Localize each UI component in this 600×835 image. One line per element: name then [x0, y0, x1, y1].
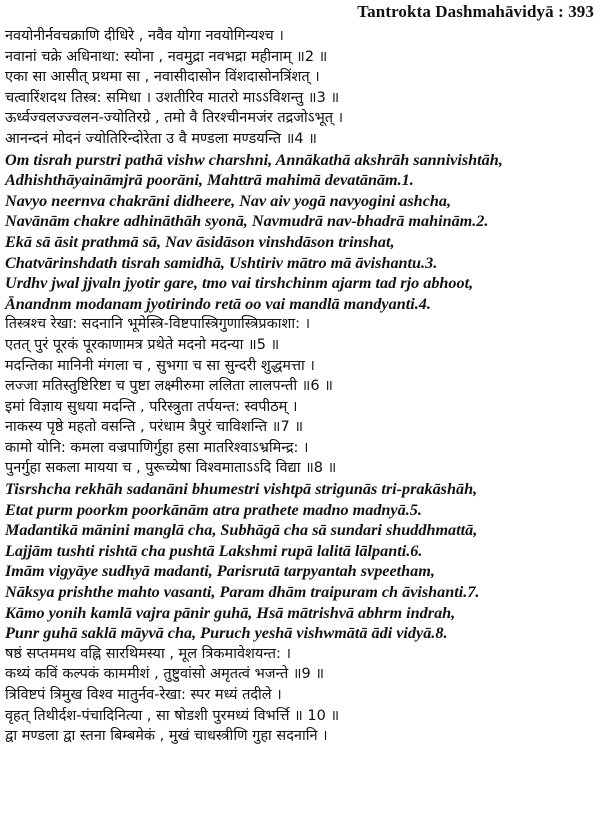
verse-line-transliteration: Punr guhā saklā māyvā cha, Puruch yeshā vishwmātā ādi vidyā.8. — [5, 624, 448, 643]
verse-line-transliteration: Adhishthāyaināmjrā poorāni, Mahttrā mahimā devatānām.1. — [5, 171, 414, 190]
running-head-title: Tantrokta Dashmahāvidyā : 393 — [357, 2, 594, 21]
verse-line-sanskrit: लज्जा मतिस्तुष्टिरिष्टा च पुष्टा लक्ष्मीरुमा ललिता लालपन्ती ॥6 ॥ — [5, 378, 333, 395]
verse-line-sanskrit: एतत् पुरं पूरकं पूरकाणामत्र प्रथेते मदनो मदन्या ॥5 ॥ — [5, 336, 280, 353]
verse-line-sanskrit: पुनर्गुहा सकला मायया च , पुरूच्येषा विश्वमाताऽऽदि विद्या ॥8 ॥ — [5, 460, 337, 477]
verse-line-sanskrit: मदन्तिका मानिनी मंगला च , सुभगा च सा सुन्दरी शुद्धमत्ता । — [5, 357, 315, 374]
verse-text-block — [5, 26, 599, 747]
verse-line-sanskrit: नाकस्य पृष्ठे महतो वसन्ति , परंधाम त्रैपुरं चाविशन्ति ॥7 ॥ — [5, 419, 304, 436]
verse-line-transliteration: Lajjām tushti rishtā cha pushtā Lakshmi rupā lalitā lālpanti.6. — [5, 541, 423, 560]
verse-line-sanskrit: ऊर्ध्वज्वलज्ज्वलन-ज्योतिरग्रे , तमो वै तिरश्चीनमजंर तद्रजोऽभूत् । — [5, 110, 344, 127]
verse-line-sanskrit: तिस्त्रश्च रेखा: सदनानि भूमेस्त्रि-विष्टपास्त्रिगुणास्त्रिप्रकाशा: । — [5, 316, 311, 333]
verse-line-sanskrit: इमां विज्ञाय सुधया मदन्ति , परिस्त्रुता तर्पयन्त: स्वपीठम् । — [5, 398, 298, 415]
verse-line-transliteration: Imām vigyāye sudhyā madanti, Parisrutā tarpyantah svpeetham, — [5, 562, 435, 581]
verse-line-sanskrit: कामो योनि: कमला वज्रपाणिर्गुहा हसा मातरिश्वाऽभ्रमिन्द्र: । — [5, 439, 309, 456]
verse-line-transliteration: Urdhv jwal jjvaln jyotir gare, tmo vai tirshchinm ajarm tad rjo abhoot, — [5, 274, 474, 293]
verse-line-transliteration: Tisrshcha rekhāh sadanāni bhumestri vishtpā strigunās tri-prakāshāh, — [5, 480, 478, 499]
verse-line-transliteration: Navyo neernva chakrāni didheere, Nav aiv yogā navyogini ashcha, — [5, 191, 452, 210]
verse-line-sanskrit: नवानां चक्रे अधिनाथा: स्योना , नवमुद्रा नवभद्रा महीनाम् ॥2 ॥ — [5, 48, 328, 65]
verse-line-sanskrit: कथ्यं कविं कल्पकं काममीशं , तुष्टुवांसो अमृतत्वं भजन्ते ॥9 ॥ — [5, 666, 325, 683]
verse-line-sanskrit: नवयोनीर्नवचक्राणि दीधिरे , नवैव योगा नवयोगिन्यश्च । — [5, 28, 284, 44]
verse-line-transliteration: Navānām chakre adhināthāh syonā, Navmudrā nav-bhadrā mahinām.2. — [5, 212, 489, 231]
verse-line-transliteration: Om tisrah purstri pathā vishw charshni, Annākathā akshrāh sannivishtāh, — [5, 150, 503, 169]
verse-line-sanskrit: आनन्दनं मोदनं ज्योतिरिन्दोरेता उ वै मण्डला मण्डयन्ति ॥4 ॥ — [5, 130, 317, 147]
verse-line-sanskrit: एका सा आसीत् प्रथमा सा , नवासीदासोन विंशदासोनत्रिंशत् । — [5, 69, 320, 86]
verse-line-sanskrit: षष्ठं सप्तममथ वह्नि सारथिमस्या , मूल त्रिकमावेशयन्त: । — [5, 645, 292, 662]
verse-line-transliteration: Kāmo yonih kamlā vajra pānir guhā, Hsā mātrishvā abhrm indrah, — [5, 603, 456, 622]
verse-line-transliteration: Etat purm poorkm poorkānām atra prathete madno madnyā.5. — [5, 500, 422, 519]
verse-line-transliteration: Madantikā mānini manglā cha, Subhāgā cha sā sundari shuddhmattā, — [5, 521, 478, 540]
verse-line-sanskrit: चत्वारिंशदथ तिस्त्र: समिधा । उशतीरिव मातरो माऽऽविशन्तु ॥3 ॥ — [5, 89, 340, 106]
verse-line-transliteration: Nāksya prishthe mahto vasanti, Param dhām traipuram ch āvishanti.7. — [5, 583, 480, 602]
verse-line-transliteration: Chatvārinshdath tisrah samidhā, Ushtiriv mātro mā āvishantu.3. — [5, 253, 438, 272]
verse-line-sanskrit: वृहत् तिथीर्दश-पंचादिनित्या , सा षोडशी पुरमध्यं विभर्त्ति ॥ 10 ॥ — [5, 707, 340, 724]
verse-line-transliteration: Ānandnm modanam jyotirindo retā oo vai mandlā mandyanti.4. — [5, 294, 431, 313]
verse-line-sanskrit: त्रिविष्टपं त्रिमुख विश्व मातुर्नव-रेखा: स्पर मध्यं तदीले । — [5, 687, 282, 703]
verse-line-sanskrit: द्वा मण्डला द्वा स्तना बिम्बमेकं , मुखं चाधस्त्रीणि गुहा सदनानि । — [5, 728, 328, 745]
verse-line-transliteration: Ekā sā āsit prathmā sā, Nav āsidāson vinshdāson trinshat, — [5, 232, 395, 251]
